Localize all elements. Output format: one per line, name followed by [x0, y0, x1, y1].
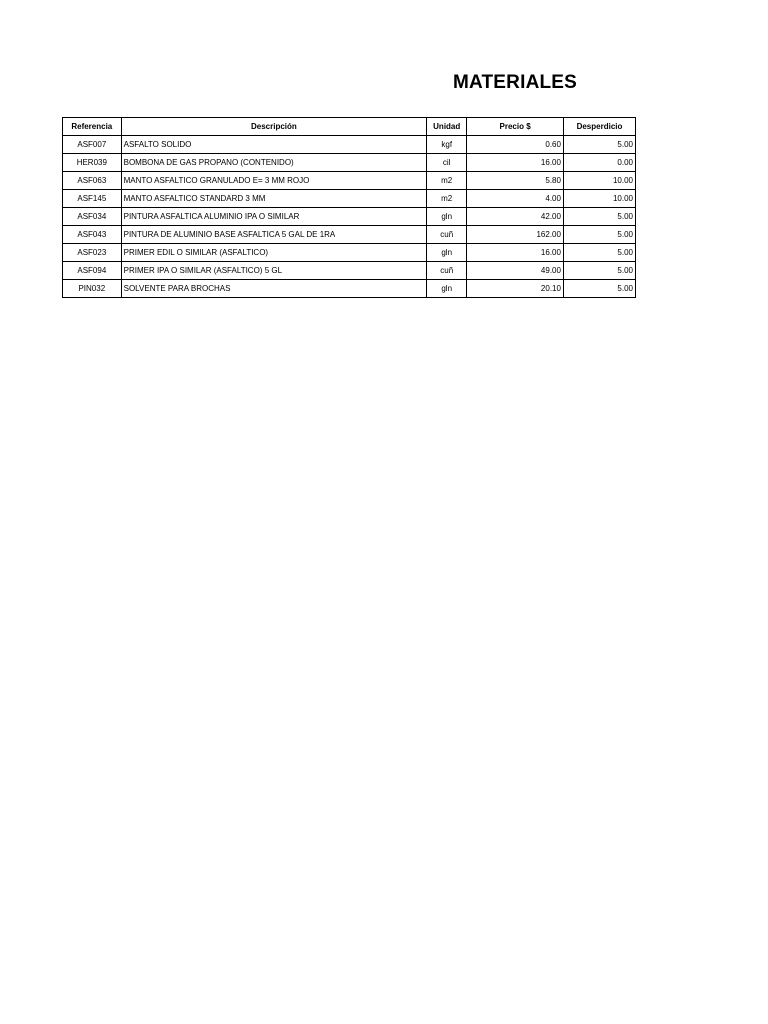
cell-precio: 5.80 [467, 172, 564, 190]
cell-desperdicio: 10.00 [563, 190, 635, 208]
table-row [63, 136, 636, 154]
table-row [63, 262, 636, 280]
header-precio: Precio $ [467, 118, 564, 136]
header-unidad: Unidad [427, 118, 467, 136]
cell-unidad: kgf [427, 136, 467, 154]
cell-unidad: gln [427, 208, 467, 226]
cell-desperdicio: 0.00 [563, 154, 635, 172]
table-row [63, 208, 636, 226]
cell-descripcion: ASFALTO SOLIDO [121, 136, 427, 154]
cell-precio: 0.60 [467, 136, 564, 154]
cell-desperdicio: 5.00 [563, 226, 635, 244]
cell-referencia: HER039 [63, 154, 122, 172]
cell-desperdicio: 5.00 [563, 262, 635, 280]
cell-referencia: ASF063 [63, 172, 122, 190]
cell-descripcion: PRIMER EDIL O SIMILAR (ASFALTICO) [121, 244, 427, 262]
cell-referencia: ASF043 [63, 226, 122, 244]
table-header-row [63, 118, 636, 136]
cell-descripcion: PINTURA DE ALUMINIO BASE ASFALTICA 5 GAL DE 1RA [121, 226, 427, 244]
cell-descripcion: SOLVENTE PARA BROCHAS [121, 280, 427, 298]
header-referencia: Referencia [63, 118, 122, 136]
cell-unidad: cuñ [427, 226, 467, 244]
cell-precio: 49.00 [467, 262, 564, 280]
cell-descripcion: PRIMER IPA O SIMILAR (ASFALTICO) 5 GL [121, 262, 427, 280]
cell-descripcion: MANTO ASFALTICO GRANULADO E= 3 MM ROJO [121, 172, 427, 190]
cell-precio: 16.00 [467, 244, 564, 262]
cell-desperdicio: 5.00 [563, 136, 635, 154]
cell-precio: 4.00 [467, 190, 564, 208]
cell-referencia: ASF145 [63, 190, 122, 208]
header-descripcion: Descripción [121, 118, 427, 136]
header-desperdicio: Desperdicio [563, 118, 635, 136]
table-row [63, 190, 636, 208]
cell-unidad: cil [427, 154, 467, 172]
table-row [63, 280, 636, 298]
cell-desperdicio: 5.00 [563, 244, 635, 262]
table-row [63, 244, 636, 262]
materials-table [62, 117, 636, 298]
table-row [63, 154, 636, 172]
page-title: MATERIALES [452, 72, 578, 93]
cell-desperdicio: 10.00 [563, 172, 635, 190]
table-row [63, 172, 636, 190]
cell-unidad: gln [427, 280, 467, 298]
table-row [63, 226, 636, 244]
cell-referencia: ASF094 [63, 262, 122, 280]
cell-precio: 42.00 [467, 208, 564, 226]
cell-referencia: ASF023 [63, 244, 122, 262]
cell-unidad: cuñ [427, 262, 467, 280]
cell-referencia: PIN032 [63, 280, 122, 298]
cell-unidad: m2 [427, 172, 467, 190]
cell-unidad: m2 [427, 190, 467, 208]
cell-descripcion: MANTO ASFALTICO STANDARD 3 MM [121, 190, 427, 208]
cell-desperdicio: 5.00 [563, 280, 635, 298]
cell-precio: 20.10 [467, 280, 564, 298]
cell-desperdicio: 5.00 [563, 208, 635, 226]
cell-descripcion: PINTURA ASFALTICA ALUMINIO IPA O SIMILAR [121, 208, 427, 226]
cell-referencia: ASF034 [63, 208, 122, 226]
cell-precio: 162.00 [467, 226, 564, 244]
cell-unidad: gln [427, 244, 467, 262]
cell-descripcion: BOMBONA DE GAS PROPANO (CONTENIDO) [121, 154, 427, 172]
cell-precio: 16.00 [467, 154, 564, 172]
cell-referencia: ASF007 [63, 136, 122, 154]
